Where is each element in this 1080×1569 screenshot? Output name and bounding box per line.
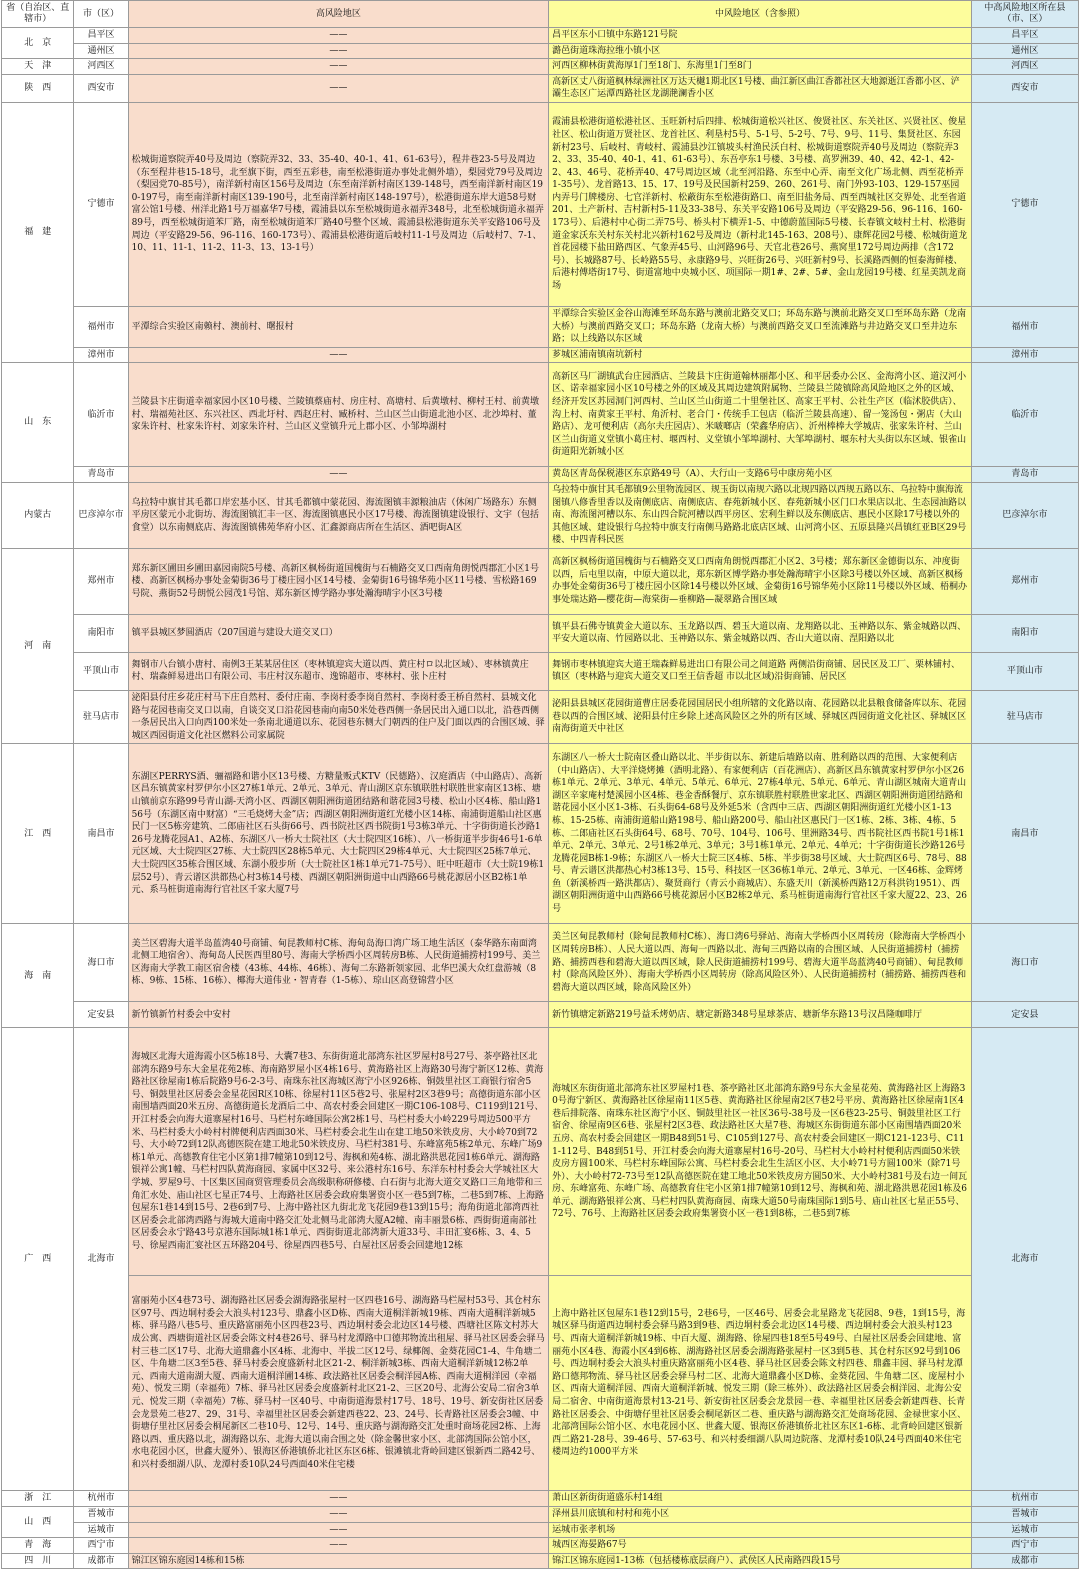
mid-risk-cell: 运城市张孝机场 xyxy=(549,1522,972,1538)
province-cell: 天 津 xyxy=(2,59,74,75)
mid-risk-cell: 河西区柳林街黄海厚1门至18门、东海里1门至8门 xyxy=(549,59,972,75)
city-cell: 漳州市 xyxy=(74,347,128,363)
table-row xyxy=(2,363,1079,467)
high-risk-cell: 舞钢市八台镇小唐村、南例3王某某居住区（枣林镇迎宾大道以西、黄庄村ロ以北区域）、枣林镇黄庄村、瑞森鲜易进出口有限公司、韦庄村汉东超市、逸锦超市、枣林村、张卜庄村 xyxy=(128,652,549,690)
header-mid-risk: 中风险地区（含参照） xyxy=(549,1,972,28)
location-cell: 杭州市 xyxy=(971,1491,1078,1507)
location-cell: 平顶山市 xyxy=(971,652,1078,690)
table-row xyxy=(2,102,1079,306)
table-row xyxy=(2,467,1079,483)
mid-risk-cell: 新竹镇塘定新路219号益禾烤奶店、塘定新路348号星球茶店、塘新华东路13号汉昌隆咖啡厅 xyxy=(549,1002,972,1028)
high-risk-cell: 锦江区锦东庭园14栋和15栋 xyxy=(128,1553,549,1569)
location-cell: 通州区 xyxy=(971,43,1078,59)
province-cell: 陕 西 xyxy=(2,74,74,102)
city-cell: 晋城市 xyxy=(74,1506,128,1522)
city-cell: 南昌市 xyxy=(74,744,128,924)
table-row xyxy=(2,74,1079,102)
location-cell: 福州市 xyxy=(971,306,1078,347)
header-location: 中高风险地区所在县（市、区） xyxy=(971,1,1078,28)
table-row xyxy=(2,652,1079,690)
province-cell: 山 东 xyxy=(2,363,74,483)
mid-risk-cell: 城西区海晏路67号 xyxy=(549,1538,972,1554)
high-risk-cell: —— xyxy=(128,1506,549,1522)
location-cell: 成都市 xyxy=(971,1553,1078,1569)
location-cell: 南阳市 xyxy=(971,614,1078,652)
high-risk-cell: 乌拉特中旗甘其毛都口岸宏基小区、甘其毛都镇中蒙花园、海流图镇丰源粮油店（休闲广场路东）东侧平房区蒙元小北街坊、海流图镇汇丰一区、海流图镇惠民小区17号楼、海流图镇建设银行、文宇（包括食堂）以东南侧底店、海流图镇佛苑华府小区、汇鑫源商店所在生活区、酒吧街A区 xyxy=(128,482,549,548)
high-risk-cell: 东湖区PERRYS酒、骊福路和谐小区13号楼、方糖量贩式KTV（民德路）、汉庭酒店（中山路店）、高新区昌东镇黄家村罗伊尔小区27栋1单元、2单元、3单元、青山湖区京东镇联胜村联胜世家南区13栋、塘山镇前京东路99号青山湖-天湾小区、西湖区朝阳洲街道团结路和谐花园3号楼、松山小区4栋、船山路156号（东湖区南中财富）“三毛烧烤大金”店；西湖区朝阳洲街道红光楼小区14栋、南浦街道船山社区惠民门一区5栋旁建筑、二郎庙社区石头街66号、西书院社区西书院街1号3栋3单元、十字街街道长沙路126号龙腾花园A1、A2栋、东湖区八一桥大士院社区（大士院四区16栋）、八一桥街道半步街46号1-6单元区域、大士院四区27栋、大士院四区28栋5单元、大士院四区29栋4单元、大士院四区25栋7单元、大士院四区35栋合围区域、东湖小殷步所（大士院社区1栋1单元71-75号）、旺中旺超市（大士院19栋1层52号）、青云谱区洪都热心村3栋14号楼、西湖区朝阳洲街道中山西路66号桃花源居小区B2栋1单元、系马桩街道南海行官社区千家大厦7号 xyxy=(128,744,549,924)
location-cell: 昌平区 xyxy=(971,28,1078,44)
high-risk-cell: —— xyxy=(128,43,549,59)
table-row xyxy=(2,28,1079,44)
location-cell: 定安县 xyxy=(971,1002,1078,1028)
city-cell: 北海市 xyxy=(74,1028,128,1491)
city-cell: 西安市 xyxy=(74,74,128,102)
high-risk-cell: 平潭综合实验区南赖村、澳前村、曙报村 xyxy=(128,306,549,347)
mid-risk-cell: 高新区丈八街道枫林绿洲社区万达天樾1期北区1号楼、曲江新区曲江香都社区大地源逝江香都小区、浐灞生态区广运潭西路社区龙湖滟澜香小区 xyxy=(549,74,972,102)
province-cell: 河 南 xyxy=(2,548,74,743)
high-risk-cell: 海城区北海大道海霞小区5栋18号、大囊7巷3、东街街道北部湾东社区罗屋村8号27号、茶亭路社区北部湾东路9号东大金星花苑2栋、海南路罗屋小区4栋16号、黄海路社区上海路30号海宁新区12栋、黄海路社区徐屋南1栋后院路9号6-2-3号、南珠东社区海城区海宁小区926栋、铜鼓里社区工商银行宿舍5号、铜鼓里社区居委会金星花园R区10栋、徐屋村11区5巷2号、张屋村2区3巷9号；高德街道东部小区南围墙西面20米五房、高德街道长龙酒后二中、高农村委会回建区一期C106-108号、C119到121号、开江村委会向海大道寨屋村16号、马栏村东峰国际公寓2栋1号、马栏村委大小岭229号周边500平方米、马栏村委大小岭村村牌便利店西面30米、马栏村委会北生山在建工地50米铁皮房、大小岭70到72号、大小岭72到12队高德医院在建工地北50米铁皮房、马栏村381号、东峰富苑5栋2单元、东峰广场9栋1单元、高德教育住宅小区第1排7幢第10到12号、海枫和苑4栋、湖北路洪恩花园1栋6单元、湖海路银祥公寓1幢、马栏村四队黄海商园、家属中区32号、来公港村东16号、东洋东村村委会大学城社区大学城、罗屋9号、十区集区国商贸管理委员会高级职称研修楼、白石街与北海大道交叉路口三角地带和三角汇水处、庙山社区七星正74号、上海路社区居委会政府集署资小区一巷5到7栋，二巷5到7栋、上海路包屋东1巷14到15号、2巷6到7号、上海中路社区九街北龙飞花园9巷13到15号；海角街道北部湾西社区居委会北部湾西路与海城大道南中路交汇处北侧马北部湾大厦A2幢、南丰丽景6栋、西街街道南部社区居委会永宁路43号京港东国际城1栋1单元、西街街道北部湾新大道33号、丰田汇宴6栋、3、4、5号、徐屋西南汇宴社区五环路204号、徐屋西四巷5号、白屋社区居委会回建地12栋 xyxy=(128,1028,549,1276)
high-risk-cell: 镇平县城区梦圆酒店（207国道与建设大道交叉口） xyxy=(128,614,549,652)
mid-risk-cell: 平潭综合实验区金谷山海滩至环岛东路与澳前北路交叉口；环岛东路与澳前北路交叉口至环岛东路（龙南大桥）与澳前西路交叉口；环岛东路（龙南大桥）与澳前西路交叉口至流滩路与井边路交叉口至井边东路；以上线路以东区域 xyxy=(549,306,972,347)
location-cell: 青岛市 xyxy=(971,467,1078,483)
table-row xyxy=(2,482,1079,548)
header-high-risk: 高风险地区 xyxy=(128,1,549,28)
high-risk-cell: —— xyxy=(128,74,549,102)
location-cell: 漳州市 xyxy=(971,347,1078,363)
high-risk-cell: 松城街道察院弄40号及周边（察院弄32、33、35-40、40-1、41、61-63号），程井巷23-5号及周边（东至程井巷15-18号，北至旗下街，西至五彩巷，南至松港街道办事处北侧外墙），梨园党79号及周边（梨园党70-85号），南洋新村南区156号及周边（东至南洋新村南区139-148号，西至南洋新村南区190-197号，南至南洋新村南区139-190号，北至南洋新村南区148-197号），松港街道东岸大道58号财富公馆1号楼、州洋北路1号万福嘉华7号楼，霞浦县以东至松城街道永福弄348号，北至松城街道永福弄89号，西至松城街道苯厂路，南至松城街道苯厂路40号整个区域、霞浦县松港街道东关平安路106号及周边（平安路29-56、96-116、160-173号）、霞浦县松港街道后岐村11-1号及周边（后岐村7、7-1、10、11、11-1、11-2、11-3、13、13-1号） xyxy=(128,102,549,306)
high-risk-cell: 富丽苑小区4巷73号、湖海路社区居委会湖海路张屋村一区四巷16号、湖海路马栏屋村53号、其仓村东区97号、西边垌村委会大浪头村123号、鼎鑫小区D栋、西南大道桐洋新城19栋、西南大道桐洋新城5栋、驿马路八巷5号、重庆路富丽苑小区四巷23号、西边垌村委会北边区14号楼、西塘社区陈文村苏大成公寓、西塘街道社区居委会陈文村4巷26号、驿马村龙潭路中口德邦物流出租屋、驿马社区居委会驿马村三巷二区17号、北海大道鼎鑫小区4栋、北海中、半拔二区12号、绿椰阁、金葵花园C1-4、牛角塘二区、牛角塘二区3至5巷、驿马村委会度盛新村北区21-2、桐洋新城3栋、西南大道桐洋新城12栋2单元、西南大道南湖大厦、西南大道桐洋圃14栋、政法路社区居委会桐洋园A栋、西南大道桐洋园（幸福苑）、悦发三期（幸福苑）7栋、驿马社区居委会度盛新村北区21-2、三区20号、北海公安局二宿舍3单元、悦发三期（幸福苑）7栋、驿马村一区40号、中南街道海景村17号、18号、19号、新安街社区居委会龙景苑二巷27、29、31号、幸福里社区居委会新建西巷22、23、24号、长青路社区居委会3幢、中街塘仔里社区居委会桐尾新区二巷10号、12号、14号、重庆路与湖海路交汇处重时商场花园2栋、上海路以西、重庆路以北，湖海路以东、北海大道以南合围之处（除金馨世家小区、北部湾国际公馆小区，水电花园小区，世鑫大厦外）、银海区侨港镇侨北社区东区6栋、银滩镇北背岭回建区银新西二路42号、和兴村委细湖八队、龙潭村委10队24号西面40米住宅楼 xyxy=(128,1276,549,1491)
location-cell: 临沂市 xyxy=(971,363,1078,467)
mid-risk-cell: 镇平县石佛寺镇黄金大道以东、玉龙路以西、碧玉大道以南、龙翔路以北、玉神路以东、紫金城路以西、平安大道以南、竹园路以北、玉神路以东、紫金城路以西、杏山大道以南、涅阳路以北 xyxy=(549,614,972,652)
city-cell: 福州市 xyxy=(74,306,128,347)
location-cell: 晋城市 xyxy=(971,1506,1078,1522)
mid-risk-cell: 潞邑街道珠海拉维小镇小区 xyxy=(549,43,972,59)
province-cell: 江 西 xyxy=(2,744,74,924)
table-header-row xyxy=(2,1,1079,28)
mid-risk-cell: 乌拉特中旗甘其毛都镇9公里物流园区、规玉街以南规六路以北规四路以西规五路以东、乌拉特中旗海流图镇八修香里香以及南侧底店、南侧底店、春苑新城小区、春苑新城小区门口水果店以北、生态园油路以南、海流图河槽以东、东山四合院河槽以西平房区、宏利生鲜以及东侧底店、惠民小区除17号楼以外的其他区域、建设银行乌拉特中旗支行南侧马路路北底店区域、山河湾小区、五原县隆兴昌镇红亚B区29号楼、中四青科民医 xyxy=(549,482,972,548)
table-row xyxy=(2,1538,1079,1554)
high-risk-cell: —— xyxy=(128,347,549,363)
city-cell: 南阳市 xyxy=(74,614,128,652)
location-cell: 南昌市 xyxy=(971,744,1078,924)
mid-risk-cell: 黄岛区青岛保税港区东京路49号（A）、大行山一支路6号中康房苑小区 xyxy=(549,467,972,483)
mid-risk-cell: 昌平区东小口镇中东路121号院 xyxy=(549,28,972,44)
province-cell: 广 西 xyxy=(2,1028,74,1491)
city-cell: 昌平区 xyxy=(74,28,128,44)
high-risk-cell: 新竹镇新竹村委会中安村 xyxy=(128,1002,549,1028)
location-cell: 海口市 xyxy=(971,924,1078,1002)
mid-risk-cell: 高新区马厂湖镇武台庄园酒店、兰陵县卞庄街道翰林丽都小区、和平居委办公区、金海湾小区、道汉河小区、诺幸福家园小区10号楼之外的区域及其周边建筑附属物、兰陵县兰陵镇除高风险地区之外的区域、经济开发区苏园洞门河西村、兰山区兰山街道二十里堡社区、高家王平村、公社生产区（临沭胶供店）、沟上村、南黄家王平村、角沂村、老合门・传统手工包店（临沂兰陵县高速）、留一笼汤包・粥店（大山路店）、龙可便利店（高尔夫庄园店）、米啵啷店（荣鑫华府店）、沂州棒棒大学城店、张家朱许村、兰山区兰山街道义堂镇小葛庄村、堰西村、义堂镇小邹埠湖村、大邹埠湖村、堰东村大头街以东区域、银雀山街道阳光新城小区 xyxy=(549,363,972,467)
high-risk-cell: —— xyxy=(128,1522,549,1538)
province-cell: 浙 江 xyxy=(2,1491,74,1507)
high-risk-cell: 泌阳县付庄乡花庄村马下庄自然村、委付庄南、李岗村委李岗自然村、李岗村委王桥自然村、县城文化路与花园巷南交叉口以南，自谈交叉口沿花园巷南向南50米处巷西侧一条居民出入通口以北，沿巷西侧一条居民出入口向西100米处一条南北通道以东、花园巷东侧大门朝西的住户及门面以西的合围区域、驿城区西园街道文化社区燃料公司家属院 xyxy=(128,690,549,743)
province-cell: 海 南 xyxy=(2,924,74,1028)
location-cell: 河西区 xyxy=(971,59,1078,75)
table-row xyxy=(2,1522,1079,1538)
mid-risk-cell: 芗城区浦南镇南坑新村 xyxy=(549,347,972,363)
mid-risk-cell: 高新区枫杨街道国槐街与石楠路交叉口西南角朗悦西郡汇小区2、3号楼；郑东新区金德街以东、冲度街以西，后屯里以南，中原大道以北，郑东新区博学路办事处瀚海晴宇小区除3号楼以外区域、高新区枫杨办事处金菊街36号丁楼庄园小区除14号楼以外区域、金菊街16号锦华苑小区除11号楼以外区域、梧桐办事处瑞达路—樱花街—海棠街—垂柳路—凝翠路合围区域 xyxy=(549,548,972,614)
high-risk-cell: 美兰区碧海大道半岛蓝湾40号商铺、甸昆教师村C栋、海甸岛海口湾广场工地生活区（泰华路东南面湾北侧工地宿舍）、海甸岛人民医西里80号、海南大学桥西小区周转房B栋、人民街道捕捞村199号、美兰区海南大学教工南区宿舍楼（43栋、44栋、46栋）、海甸二东路新领家园、北华巴溪大众红盘游城（8栋、9栋、15栋、16栋）、椰海大道伟业・智青春（1-5栋）、琼山区高登锦营小区 xyxy=(128,924,549,1002)
high-risk-cell: 郑东新区圃田乡圃田嘉园南院5号楼、高新区枫杨街道国槐街与石楠路交叉口西南角朗悦西郡汇小区1号楼、高新区枫杨办事处金菊街36号丁楼庄园小区14号楼、金菊街16号锦华苑小区11号楼、雪松路169号院、燕街52号朗悦公园茂1号馆、郑东新区博学路办事处瀚海晴宇小区3号楼 xyxy=(128,548,549,614)
mid-risk-cell: 泽州县川底镇和村村和苑小区 xyxy=(549,1506,972,1522)
city-cell: 宁德市 xyxy=(74,102,128,306)
mid-risk-cell: 锦江区锦东庭园1-13栋（包括楼栋底层商户）、武侯区人民南路四段15号 xyxy=(549,1553,972,1569)
mid-risk-cell: 东湖区八一桥大士院南区叠山路以北、半步街以东、新建后墙路以南、胜利路以西的范围、大家便利店（中山路店）、大平洋烧烤摊（酒明北路）、有家便利店（百花洲店）、高新区昌东镇黄家村罗伊尔小区26栋1单元、2单元、3单元、4单元、5单元、6单元、27栋4单元、5单元、6单元、青山湖区城南大道青山湖区辛家庵村楚溪园小区4栋、巷金香酥餐厅、京东镇联胜村联胜世家北区、西湖区朝阳洲街道团结路和谐花园小区小区1-3栋、石头街64-68号及外延5米（含西中三店、西湖区朝阳洲街道红光楼小区1-13栋、15-25栋、南浦街道船山路198号、船山路200号、船山社区惠民门一区1栋、2栋、3栋、4栋、5栋、二郎庙社区石头街64号、68号、70号、104号、106号、里洲路34号、西书院社区西书院1号1栋1单元、2单元、3单元、2号1栋2单元、3单元；3号1栋1单元、2单元、4单元；十字街街道长沙路126号龙腾花园B栋1-9栋；东湖区八一桥大士院三区4栋、5栋、半步街38号区域、大士院西区6号、78号、88号、青云谱区洪都热心村3栋13号、15号、科技区一区36栋1单元、2单元、3单元、一区46栋、金辉烤鱼（新溪桥西一路洪都店）、聚贤商行（青云小商城店）、东盛天川（新溪桥西路12万科洪钧1951）、西湖区朝阳洲街道中山西路66号桃花源居小区B2栋2单元、系马桩街道南海行官社区千家大厦22、23、26号 xyxy=(549,744,972,924)
table-row xyxy=(2,1276,1079,1491)
city-cell: 西宁市 xyxy=(74,1538,128,1554)
mid-risk-cell: 萧山区新街街道盛乐村14组 xyxy=(549,1491,972,1507)
table-row xyxy=(2,1553,1079,1569)
mid-risk-cell: 舞钢市枣林镇迎宾大道王瑞森鲜易进出口有限公司之间道路 两侧沿街商铺、居民区及工厂、栗林铺村、镇区（枣林路与迎宾大道交叉口至王信香超 市以北区域)沿街商铺、居民区 xyxy=(549,652,972,690)
mid-risk-cell: 泌阳县县城区花园街道曹庄居委花园国居民小组所辖的文化路以南、花园路以北县粮食储备库以东、花园巷以西的合围区域、泌阳县付庄乡除上述高风险区之外的所有区域、驿城区西园街道文化社区、驿城区区南海街道天中社区 xyxy=(549,690,972,743)
city-cell: 郑州市 xyxy=(74,548,128,614)
mid-risk-cell: 美兰区甸昆教师村（除甸昆教师村C栋）、海口湾6号驿站、海南大学桥西小区周转房（除海南大学桥西小区周转房B栋）、人民大道以西、海甸一西路以北、海甸三西路以南的合围区域、人民街道捕捞村（捕捞路、捕捞西巷和碧海大道以西区域，除人民街道捕捞村199号、碧海大道半岛蓝湾40号商铺）、甸昆教师村（除高风险区外）、海南大学桥西小区周转房（除高风险区外）、人民街道捕捞村（捕捞路、捕捞西巷和碧海大道以西区域，除高风险区外） xyxy=(549,924,972,1002)
table-row xyxy=(2,690,1079,743)
city-cell: 临沂市 xyxy=(74,363,128,467)
table-row xyxy=(2,43,1079,59)
table-row xyxy=(2,1002,1079,1028)
province-cell: 福 建 xyxy=(2,102,74,362)
location-cell: 郑州市 xyxy=(971,548,1078,614)
risk-area-table xyxy=(1,0,1079,1569)
city-cell: 运城市 xyxy=(74,1522,128,1538)
city-cell: 海口市 xyxy=(74,924,128,1002)
location-cell: 西宁市 xyxy=(971,1538,1078,1554)
table-row xyxy=(2,59,1079,75)
city-cell: 成都市 xyxy=(74,1553,128,1569)
table-row xyxy=(2,1506,1079,1522)
mid-risk-cell: 霞浦县松港街道松港社区、玉旺新村后四排、松城街道松兴社区、俊贤社区、东关社区、兴贤社区、俊星社区、松山街道万贤社区、龙首社区、利垦村5号、5-1号、5-2号、7号、9号、11号、集贤社区、东园新村23号、后岐村、青岐村、霞浦县沙江镇坡头村渔民沃白村、松城街道察院弄40号及周边（察院弄32、33、35-40、40-1、41、61-63号）、东吾亭东1号楼、3号楼、高罗洲39、40、42、42-1、42-2、43、46号、花桥弄40、47号周边区域（北至河沿路、东至中心弄、南至文化广场北侧、西至花桥弄1-35号）、龙首路13、15、17、19号及民国新村259、260、261号、南门外93-103、129-157巫园内弄号门牌楼房、七官洋新村、松蔽街东至松港街路口、南至旧盐务局、西至西城社区交界处、北至省道201、土产新村、吉村新村5-11及33-38号、东关平安路106号及周边（平安路29-56、96-116、160-173号）、后港村中心街二弄75号、桥头村下横弄1-5、中德蔚蓝国际5号楼、长春镇文岐村土村、松港街道金家沃东关村东关村北兴新村162号及周边（新村北145-163、208号）、康辉花园2号楼、松城街道龙首花园楼下盐田路西区、气象弄45号、山河路96号、天官北巷26号、燕窝里172号周边两排（含172号）、长城路87号、长岭路55号、永康路9号、兴旺街26号、兴旺新村9号、长溪路西侧的恒泰海鲜楼、后港村傅塔街17号、街道富地中央城小区、项国际一期1#、2#、5#、金山龙园19号楼、红星美凯龙商场 xyxy=(549,102,972,306)
table-row xyxy=(2,1028,1079,1276)
province-cell: 青 海 xyxy=(2,1538,74,1554)
high-risk-cell: 兰陵县卞庄街道幸福家园小区10号楼、兰陵镇蔡庙村、房庄村、高塘村、后黄墩村、柳村王村、前黄墩村、瑞福苑社区、东兴社区、西北圩村、西赵庄村、臧桥村、兰山区兰山街道北池小区、北沙埠村、董家朱许村、杜家朱许村、刘家朱许村、兰山区义堂镇升元上郡小区、小邹埠湖村 xyxy=(128,363,549,467)
table-row xyxy=(2,924,1079,1002)
table-row xyxy=(2,548,1079,614)
city-cell: 驻马店市 xyxy=(74,690,128,743)
mid-risk-cell: 海城区东街街道北部湾东社区罗屋村1巷、茶亭路社区北部湾东路9号东大金星花苑、黄海路社区上海路30号海宁新区、黄海路社区徐屋南11区5巷、黄海路社区徐屋南2区7巷2号平房、黄海路社区徐屋南1区4巷后排院落、南珠东社区海宁小区、铜鼓里社区一社区36号-38号及一区6巷23-25号、铜鼓里社区工行宿舍、徐屋南9区6巷、张屋村2区3巷、政法路社区大星7巷、海城区东街街道东部小区南围墙西面20米五房、高农村委会回建区一期B48到51号、C105到127号、高农村委会回建区一期C121-123号、C111-112号、B48到51号、开江村委会向海大道寨屋村16号-20号、马栏村大小岭村村便利店西面50米铁皮房方圆100米、马栏村东峰国际公寓、马栏村委会北生生活区小区、大小岭71号方圆100米（除71号外）、大小岭村72-73号至12队高德医院在建工地北50米铁皮房方圆50米、大小岭村381号及右边一间瓦房、东峰富苑、东峰广场、高德教育住宅小区第1排7幢第10到12号、海枫和苑、湖北路洪恩花园1栋及6单元、湖海路银祥公寓、马栏村四队黄海商园、南珠大道50号南珠国际1到5号、庙山社区七星正55号、72号、76号、上海路社区居委会政府集署资小区一巷1到8栋，二巷5到7栋 xyxy=(549,1028,972,1276)
city-cell: 杭州市 xyxy=(74,1491,128,1507)
high-risk-cell: —— xyxy=(128,467,549,483)
high-risk-cell: —— xyxy=(128,1538,549,1554)
table-row xyxy=(2,614,1079,652)
table-row xyxy=(2,1491,1079,1507)
high-risk-cell: —— xyxy=(128,1491,549,1507)
location-cell: 驻马店市 xyxy=(971,690,1078,743)
province-cell: 北 京 xyxy=(2,28,74,59)
province-cell: 内蒙古 xyxy=(2,482,74,548)
province-cell: 山 西 xyxy=(2,1506,74,1537)
table-row xyxy=(2,744,1079,924)
city-cell: 巴彦淖尔市 xyxy=(74,482,128,548)
city-cell: 平顶山市 xyxy=(74,652,128,690)
city-cell: 定安县 xyxy=(74,1002,128,1028)
province-cell: 四 川 xyxy=(2,1553,74,1569)
mid-risk-cell: 上海中路社区包屋东1巷12到15号，2巷6号，一区46号、居委会北星路龙飞花园8、9巷，1到15号，海城区驿马街道西边垌村委会驿马路3到9巷、西边垌村委会北边区14号楼、西边垌村委会大浪头村123号、西南大道桐洋新城19栋、中百大厦、湖海路、徐屋四巷18至5号49号、白屋社区居委会回建地、富丽苑小区4巷、海霞小区4到6栋、湖海路社区居委会湖海路张屋村一区3到5巷、其仓村东区92号到106号、西边垌村委会大浪头村重庆路富丽苑小区4巷、驿马社区居委会陈文村四巷、鼎鑫丰园、驿马村龙潭路口德邦物流、驿马社区居委会驿马村二区、北海大道鼎鑫小区D栋、金葵花园、牛角塘二区、庞屋村小区、西南大道桐洋园、西南大道桐洋新城、悦发三期（除三栋外）、政法路社区居委会桐洋园、北海公安局二宿舍、中南街道海景村13-21号、新安街社区居委会龙景园一巷、幸福里社区居委会新建西巷、长青路社区居委会、中街塘仔里社区居委会桐尾新区二巷、重庆路与湖海路交汇处商场花园、金禄世家小区、北部湾国际公馆小区、水电花园小区、世鑫大厦、银海区侨港镇侨北社区东区1-6栋、北背岭回建区银新西二路21-28号、39-46号、57-63号、和兴村委细湖八队周边院落、龙潭村委10队24号西面40米住宅楼周边约1000平方米 xyxy=(549,1276,972,1491)
header-province: 省（自治区、直辖市） xyxy=(2,1,74,28)
location-cell: 巴彦淖尔市 xyxy=(971,482,1078,548)
location-cell: 北海市 xyxy=(971,1028,1078,1491)
high-risk-cell: —— xyxy=(128,59,549,75)
city-cell: 河西区 xyxy=(74,59,128,75)
location-cell: 宁德市 xyxy=(971,102,1078,306)
location-cell: 运城市 xyxy=(971,1522,1078,1538)
location-cell: 西安市 xyxy=(971,74,1078,102)
table-row xyxy=(2,306,1079,347)
city-cell: 通州区 xyxy=(74,43,128,59)
header-city: 市（区） xyxy=(74,1,128,28)
high-risk-cell: —— xyxy=(128,28,549,44)
table-row xyxy=(2,347,1079,363)
city-cell: 青岛市 xyxy=(74,467,128,483)
